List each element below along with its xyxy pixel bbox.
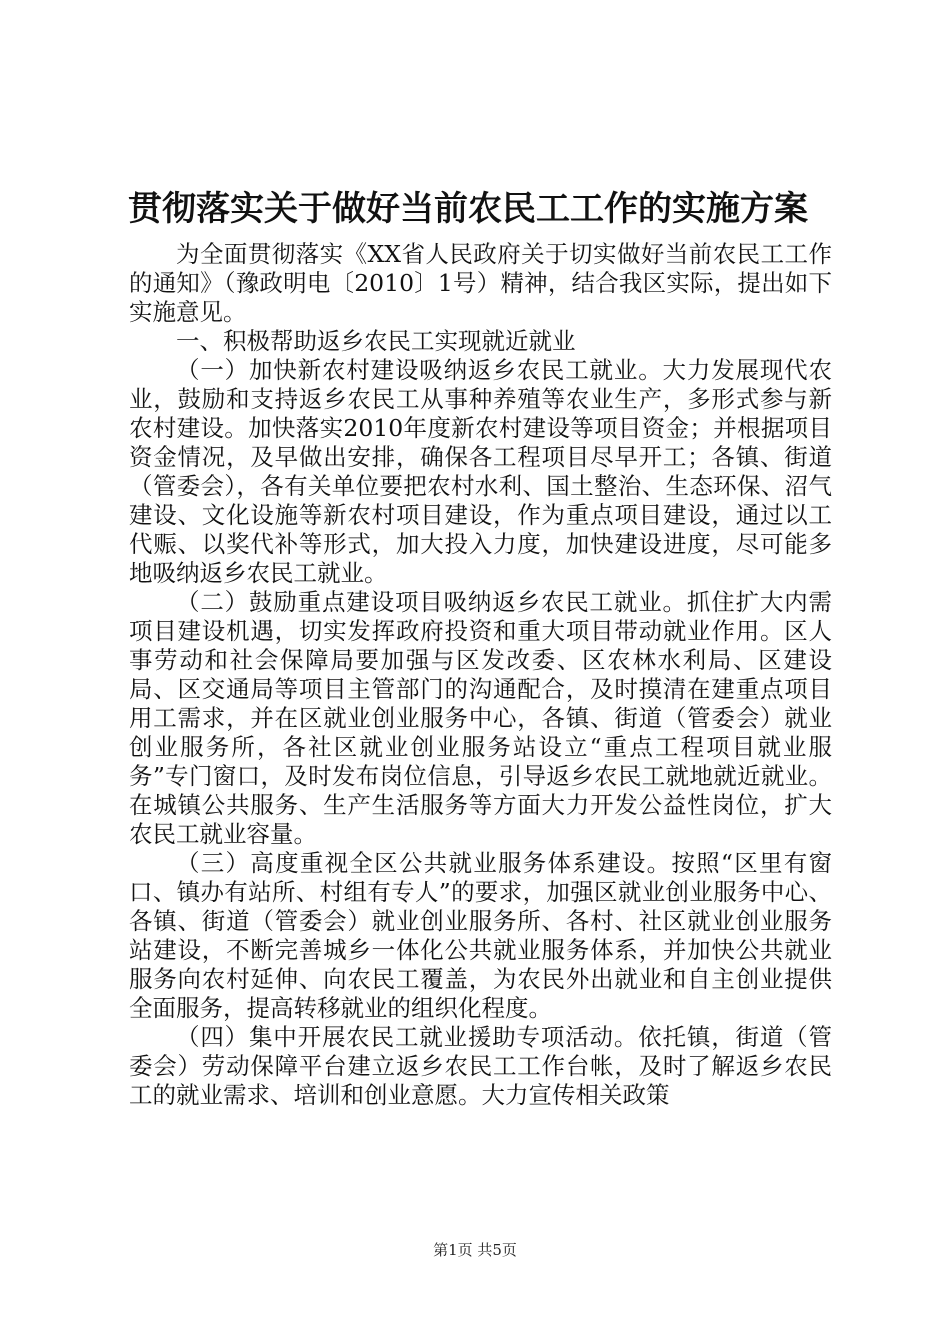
section-heading: 一、积极帮助返乡农民工实现就近就业: [176, 327, 576, 355]
body-paragraph: （一）加快新农村建设吸纳返乡农民工就业。大力发展现代农业，鼓励和支持返乡农民工从事种养殖等农业生产，多形式参与新农村建设。加快落实2010年度新农村建设等项目资金；并根据项目资金情况，及早做出安排，确保各工程项目尽早开工；各镇、街道（管委会），各有关单位要把农村水利、国土整治、生态环保、沼气建设、文化设施等新农村项目建设，作为重点项目建设，通过以工代赈、以奖代补等形式，加大投入力度，加快建设进度，尽可能多地吸纳返乡农民工就业。: [129, 356, 832, 587]
document-body: [129, 240, 832, 1110]
body-paragraph: （四）集中开展农民工就业援助专项活动。依托镇，街道（管委会）劳动保障平台建立返乡农民工工作台帐，及时了解返乡农民工的就业需求、培训和创业意愿。大力宣传相关政策: [129, 1023, 832, 1109]
document-title: 贯彻落实关于做好当前农民工工作的实施方案: [128, 189, 808, 229]
page-footer: 第1页 共5页: [433, 1241, 517, 1259]
body-paragraph: （三）高度重视全区公共就业服务体系建设。按照“区里有窗口、镇办有站所、村组有专人”的要求，加强区就业创业服务中心、各镇、街道（管委会）就业创业服务所、各村、社区就业创业服务站建设，不断完善城乡一体化公共就业服务体系，并加快公共就业服务向农村延伸、向农民工覆盖，为农民外出就业和自主创业提供全面服务，提高转移就业的组织化程度。: [129, 849, 832, 1022]
intro-paragraph: 为全面贯彻落实《XX省人民政府关于切实做好当前农民工工作的通知》（豫政明电〔2010〕1号）精神，结合我区实际，提出如下实施意见。: [129, 240, 832, 326]
body-paragraph: （二）鼓励重点建设项目吸纳返乡农民工就业。抓住扩大内需项目建设机遇，切实发挥政府投资和重大项目带动就业作用。区人事劳动和社会保障局要加强与区发改委、区农林水利局、区建设局、区交通局等项目主管部门的沟通配合，及时摸清在建重点项目用工需求，并在区就业创业服务中心，各镇、街道（管委会）就业创业服务所，各社区就业创业服务站设立“重点工程项目就业服务”专门窗口，及时发布岗位信息，引导返乡农民工就地就近就业。在城镇公共服务、生产生活服务等方面大力开发公益性岗位，扩大农民工就业容量。: [129, 588, 832, 848]
